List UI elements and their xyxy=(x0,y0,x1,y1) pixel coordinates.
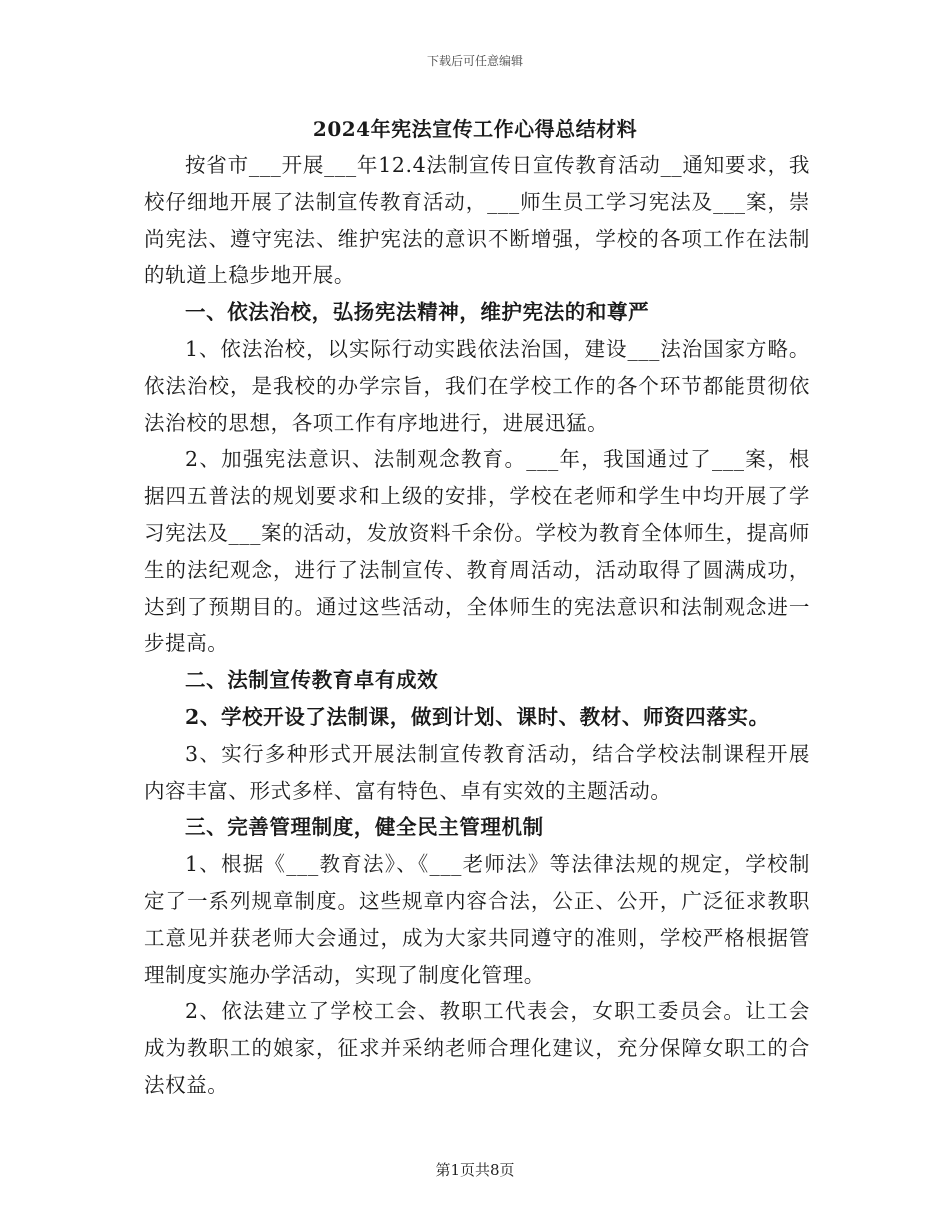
body-paragraph: 2、加强宪法意识、法制观念教育。___年，我国通过了___案，根据四五普法的规划要求和上级的安排，学校在老师和学生中均开展了学习宪法及___案的活动，发放资料千余份。学校为教育全体师生，提高师生的法纪观念，进行了法制宣传、教育周活动，活动取得了圆满成功，达到了预期目的。通过这些活动，全体师生的宪法意识和法制观念进一步提高。 xyxy=(144,447,810,656)
page-header-note: 下载后可任意编辑 xyxy=(426,54,523,68)
section-heading-1: 一、依法治校，弘扬宪法精神，维护宪法的和尊严 xyxy=(185,300,650,325)
body-paragraph: 2、依法建立了学校工会、教职工代表会，女职工委员会。让工会成为教职工的娘家，征求并采纳老师合理化建议，充分保障女职工的合法权益。 xyxy=(144,999,810,1097)
body-paragraph: 1、依法治校，以实际行动实践依法治国，建设___法治国家方略。依法治校，是我校的办学宗旨，我们在学校工作的各个环节都能贯彻依法治校的思想，各项工作有序地进行，进展迅猛。 xyxy=(144,336,810,435)
document-body xyxy=(144,147,810,1104)
section-heading-2: 二、法制宣传教育卓有成效 xyxy=(185,668,439,693)
page-title: 2024年宪法宣传工作心得总结材料 xyxy=(312,117,638,141)
section-heading-3: 三、完善管理制度，健全民主管理机制 xyxy=(185,815,544,840)
intro-paragraph: 按省市___开展___年12.4法制宣传日宣传教育活动__通知要求，我校仔细地开展了法制宣传教育活动，___师生员工学习宪法及___案，崇尚宪法、遵守宪法、维护宪法的意识不断增强，学校的各项工作在法制的轨道上稳步地开展。 xyxy=(144,153,810,288)
page-number: 第1页共8页 xyxy=(435,1161,515,1179)
body-paragraph: 3、实行多种形式开展法制宣传教育活动，结合学校法制课程开展内容丰富、形式多样、富有特色、卓有实效的主题活动。 xyxy=(144,741,810,803)
body-paragraph: 1、根据《___教育法》、《___老师法》等法律法规的规定，学校制定了一系列规章制度。这些规章内容合法，公正、公开，广泛征求教职工意见并获老师大会通过，成为大家共同遵守的准则，学校严格根据管理制度实施办学活动，实现了制度化管理。 xyxy=(144,852,810,987)
subsection-heading: 2、学校开设了法制课，做到计划、课时、教材、师资四落实。 xyxy=(185,704,770,729)
